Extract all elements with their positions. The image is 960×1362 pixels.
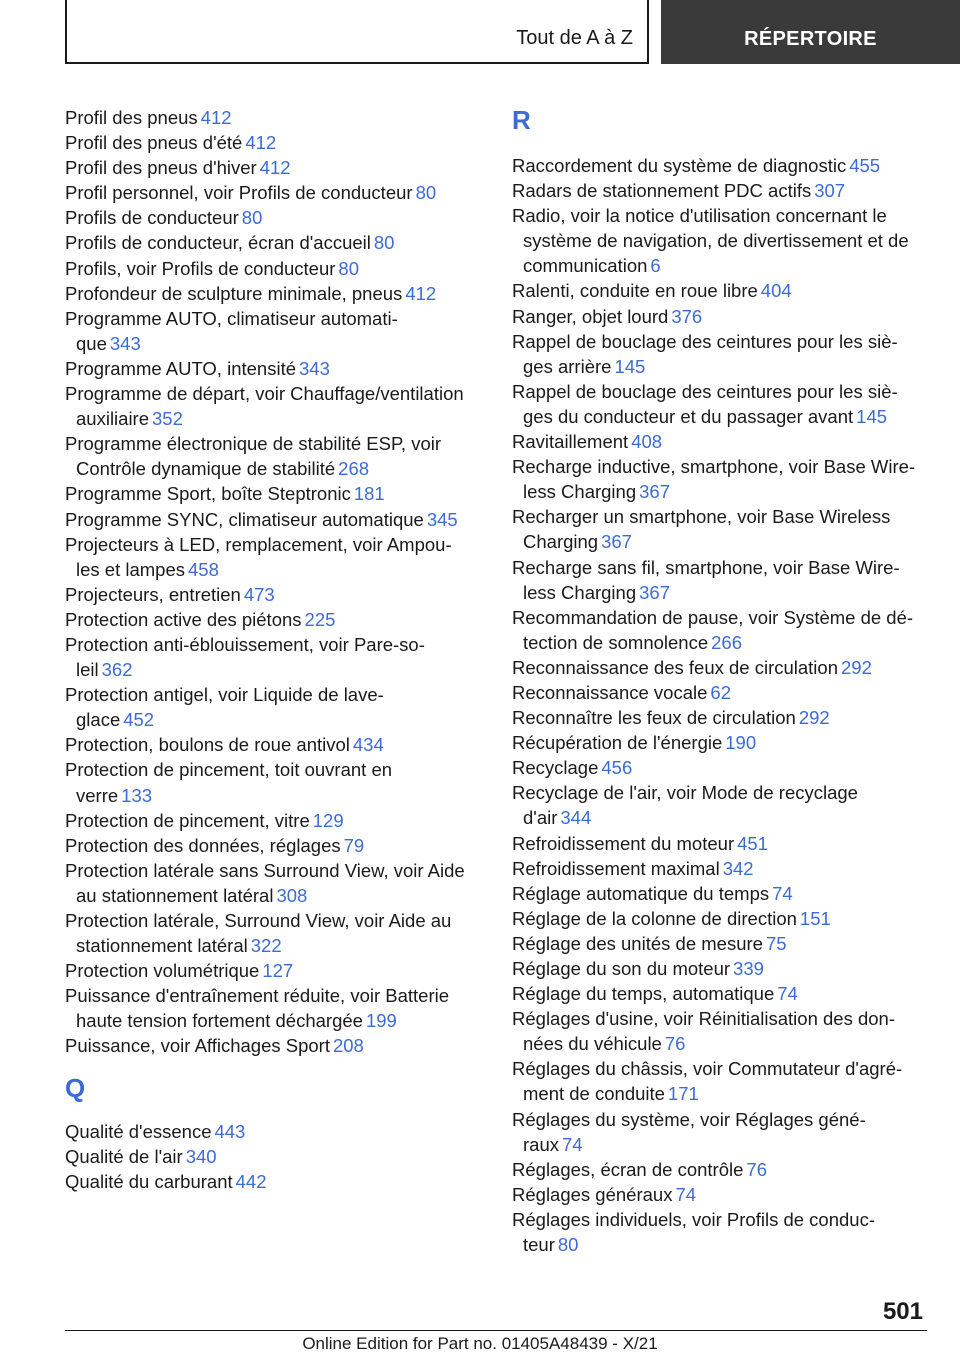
page-reference-link[interactable]: 292 <box>841 656 872 678</box>
page-reference-link[interactable]: 75 <box>765 932 787 954</box>
page-reference-link[interactable]: 199 <box>365 1010 397 1032</box>
index-entry-text: Profil personnel, voir Profils de conducteur <box>65 182 413 204</box>
page-reference-link[interactable]: 408 <box>631 431 663 453</box>
index-entry <box>65 230 485 255</box>
index-entry-text: Recyclage de l'air, voir Mode de recyclage d'air <box>512 782 858 829</box>
chapter-tab-label: RÉPERTOIRE <box>744 27 877 50</box>
index-entry-text: Programme Sport, boîte Steptronic <box>65 483 351 505</box>
index-entry-text: Reconnaissance des feux de circulation <box>512 656 838 678</box>
index-entry <box>512 906 932 931</box>
chapter-tab[interactable] <box>661 0 960 64</box>
page-reference-link[interactable]: 80 <box>415 182 437 204</box>
index-entry <box>512 178 932 203</box>
page-reference-link[interactable]: 80 <box>241 207 263 229</box>
page-reference-link[interactable]: 79 <box>343 834 365 856</box>
index-entry-text: Réglages du châssis, voir Commutateur d'agré‐ ment de conduite <box>512 1058 903 1105</box>
index-entry <box>65 1169 485 1194</box>
index-entry <box>65 757 485 807</box>
index-entry-text: Qualité d'essence <box>65 1120 212 1142</box>
index-entry-text: Ravitaillement <box>512 431 629 453</box>
index-entry <box>65 732 485 757</box>
section-letter-q: Q <box>65 1072 86 1103</box>
page-reference-link[interactable]: 225 <box>304 608 336 630</box>
page-reference-link[interactable]: 62 <box>710 681 731 703</box>
index-entry-text: Protection active des piétons <box>65 608 302 630</box>
index-entry-text: Reconnaître les feux de circulation <box>512 707 796 729</box>
index-entry <box>65 632 485 682</box>
page-reference-link[interactable]: 80 <box>373 232 395 254</box>
index-entry-text: Réglage du temps, automatique <box>512 983 775 1005</box>
index-entry-text: Protection antigel, voir Liquide de lave‐ glace <box>65 684 384 731</box>
index-entry-text: Profil des pneus <box>65 107 198 128</box>
index-entry <box>65 205 485 230</box>
index-entry <box>65 682 485 732</box>
index-entry-text: Puissance, voir Affichages Sport <box>65 1035 330 1057</box>
index-entry <box>65 431 485 481</box>
page-reference-link[interactable]: 292 <box>798 707 830 729</box>
page-reference-link[interactable]: 74 <box>772 882 793 904</box>
index-entries-r <box>512 153 932 1257</box>
index-entry-text: Profil des pneus d'été <box>65 132 243 154</box>
index-entry-text: Réglage des unités de mesure <box>512 932 763 954</box>
page-reference-link[interactable]: 266 <box>711 631 742 653</box>
index-entry <box>65 281 485 306</box>
index-entry <box>512 981 932 1006</box>
index-entry <box>65 507 485 532</box>
index-entry <box>65 155 485 180</box>
index-entry <box>512 1207 932 1257</box>
index-entry <box>65 607 485 632</box>
page-reference-link[interactable]: 322 <box>250 935 282 957</box>
page-reference-link[interactable]: 412 <box>405 282 437 304</box>
index-entry-text: Profils de conducteur, écran d'accueil <box>65 232 371 254</box>
index-entry-text: Réglages individuels, voir Profils de conduc‐ teur <box>512 1208 875 1256</box>
page-reference-link[interactable]: 345 <box>426 508 458 530</box>
index-entry <box>65 983 485 1033</box>
index-entry-text: Réglage du son du moteur <box>512 958 731 979</box>
page-reference-link[interactable]: 367 <box>601 531 632 553</box>
index-entry <box>512 504 932 554</box>
page-reference-link[interactable]: 452 <box>123 709 155 731</box>
index-entry <box>65 481 485 506</box>
index-entry <box>65 180 485 205</box>
page-reference-link[interactable]: 343 <box>299 357 330 379</box>
index-entry-text: Réglages généraux <box>512 1183 673 1205</box>
index-entry <box>512 881 932 906</box>
page-reference-link[interactable]: 434 <box>352 734 384 756</box>
index-entry-text: Reconnaissance vocale <box>512 681 708 703</box>
index-entry <box>65 1144 485 1169</box>
index-entry <box>512 856 932 881</box>
index-entry-text: Recyclage <box>512 757 599 779</box>
index-entry-text: Projecteurs à LED, remplacement, voir Ampou‐ les et lampes <box>65 533 452 580</box>
index-entry <box>65 532 485 582</box>
index-entry-text: Recommandation de pause, voir Système de dé‐ tection de somnolence <box>512 606 914 653</box>
index-entry-text: Protection latérale, Surround View, voir Aide au stationnement latéral <box>65 910 452 957</box>
index-entry-text: Protection anti-éblouissement, voir Pare-so‐ leil <box>65 633 425 681</box>
index-entry <box>65 105 485 130</box>
page-reference-link[interactable]: 340 <box>185 1145 217 1167</box>
index-entry <box>65 306 485 356</box>
index-entry-text: Programme de départ, voir Chauffage/ventilation auxiliaire <box>65 383 464 430</box>
index-entry <box>512 153 932 178</box>
page-reference-link[interactable]: 74 <box>777 983 798 1005</box>
index-entry <box>512 379 932 429</box>
page-reference-link[interactable]: 443 <box>214 1120 246 1142</box>
page-reference-link[interactable]: 344 <box>560 807 592 829</box>
index-entry <box>65 582 485 607</box>
index-entry-text: Profil des pneus d'hiver <box>65 157 257 179</box>
index-entry <box>65 130 485 155</box>
page-reference-link[interactable]: 343 <box>109 332 141 354</box>
index-entry-text: Qualité de l'air <box>65 1145 183 1167</box>
index-entry-text: Profondeur de sculpture minimale, pneus <box>65 282 403 304</box>
page-reference-link[interactable]: 307 <box>814 180 846 202</box>
index-entry-text: Raccordement du système de diagnostic <box>512 155 847 176</box>
index-entry <box>512 1182 932 1207</box>
index-entry <box>512 755 932 780</box>
page-reference-link[interactable]: 6 <box>650 255 661 277</box>
page-reference-link[interactable]: 268 <box>338 458 370 480</box>
index-entry-text: Rappel de bouclage des ceintures pour les siè‐ ges arrière <box>512 330 898 377</box>
index-entry <box>65 958 485 983</box>
page-reference-link[interactable]: 404 <box>760 280 792 302</box>
index-entry <box>65 908 485 958</box>
index-entry <box>512 429 932 454</box>
index-entry-text: Qualité du carburant <box>65 1170 233 1192</box>
page-reference-link[interactable]: 181 <box>353 483 385 505</box>
index-entry-text: Radio, voir la notice d'utilisation concernant le système de navigation, de divertissement et de communication <box>512 205 909 277</box>
index-entry-text: Recharge inductive, smartphone, voir Base Wire‐ less Charging <box>512 456 916 503</box>
page-reference-link[interactable]: 80 <box>557 1234 579 1256</box>
page-reference-link[interactable]: 208 <box>332 1035 364 1057</box>
index-entry <box>65 1033 485 1058</box>
index-entry-text: Recharger un smartphone, voir Base Wireless Charging <box>512 506 891 553</box>
index-entry-text: Protection de pincement, toit ouvrant en verre <box>65 759 393 806</box>
page-reference-link[interactable]: 74 <box>675 1183 697 1205</box>
page-reference-link[interactable]: 451 <box>737 832 768 854</box>
page-reference-link[interactable]: 442 <box>235 1170 267 1192</box>
page-reference-link[interactable]: 376 <box>671 305 703 327</box>
page-reference-link[interactable]: 127 <box>262 960 294 982</box>
index-entry-text: Réglage automatique du temps <box>512 882 770 904</box>
page-reference-link[interactable]: 456 <box>601 757 633 779</box>
index-entry <box>65 356 485 381</box>
index-entry <box>512 956 932 981</box>
page-reference-link[interactable]: 129 <box>312 809 344 831</box>
index-entry-text: Réglage de la colonne de direction <box>512 907 797 929</box>
index-entries-p <box>65 105 485 1059</box>
index-column-left <box>65 105 485 1194</box>
page-reference-link[interactable]: 171 <box>667 1083 699 1105</box>
footer-edition: Online Edition for Part no. 01405A48439 - X/21 <box>302 1334 658 1353</box>
page-reference-link[interactable]: 412 <box>259 157 291 179</box>
index-entry-text: Recharge sans fil, smartphone, voir Base Wire‐ less Charging <box>512 556 900 603</box>
index-entry <box>65 1119 485 1144</box>
index-entry <box>512 555 932 605</box>
index-entry <box>512 605 932 655</box>
page-reference-link[interactable]: 367 <box>639 581 670 603</box>
index-entry-text: Profils, voir Profils de conducteur <box>65 257 336 279</box>
index-entry-text: Programme AUTO, climatiseur automati‐ que <box>65 307 398 354</box>
section-tab-label: Tout de A à Z <box>516 26 633 49</box>
index-entry <box>512 1006 932 1056</box>
page-reference-link[interactable]: 458 <box>188 558 219 580</box>
index-entry <box>512 931 932 956</box>
index-entry-text: Ranger, objet lourd <box>512 305 669 327</box>
index-entry-text: Protection des données, réglages <box>65 834 341 856</box>
index-column-right <box>512 105 932 1257</box>
page-reference-link[interactable]: 308 <box>276 884 308 906</box>
index-entry <box>65 256 485 281</box>
page-reference-link[interactable]: 412 <box>200 107 232 128</box>
page-reference-link[interactable]: 473 <box>243 583 275 605</box>
index-entry <box>512 1056 932 1106</box>
page-reference-link[interactable]: 352 <box>152 408 183 430</box>
index-entry-text: Protection latérale sans Surround View, voir Aide au stationnement latéral <box>65 859 465 906</box>
index-entry <box>65 833 485 858</box>
index-entry <box>512 705 932 730</box>
section-letter-r: R <box>512 105 531 135</box>
page-reference-link[interactable]: 342 <box>722 857 754 879</box>
index-entry-text: Réglages, écran de contrôle <box>512 1158 744 1180</box>
page-reference-link[interactable]: 145 <box>614 355 646 377</box>
index-entry-text: Rappel de bouclage des ceintures pour les siè‐ ges du conducteur et du passager avant <box>512 380 898 427</box>
index-entry-text: Ralenti, conduite en roue libre <box>512 280 758 302</box>
page-reference-link[interactable]: 412 <box>245 132 277 154</box>
index-entry <box>512 680 932 705</box>
page-reference-link[interactable]: 339 <box>733 958 764 979</box>
page-reference-link[interactable]: 455 <box>849 155 881 176</box>
page-reference-link[interactable]: 151 <box>799 907 831 929</box>
index-entry <box>65 808 485 833</box>
index-entry <box>512 304 932 329</box>
index-entry <box>512 1157 932 1182</box>
index-entry <box>512 831 932 856</box>
index-entry <box>512 655 932 680</box>
page-reference-link[interactable]: 74 <box>562 1133 583 1155</box>
index-entry <box>512 730 932 755</box>
page-reference-link[interactable]: 145 <box>856 405 888 427</box>
index-entry-text: Refroidissement maximal <box>512 857 720 879</box>
index-entry-text: Puissance d'entraînement réduite, voir Batterie haute tension fortement déchargée <box>65 985 450 1032</box>
index-entry-text: Protection, boulons de roue antivol <box>65 734 350 756</box>
index-entry <box>512 780 932 830</box>
index-entry-text: Programme SYNC, climatiseur automatique <box>65 508 424 530</box>
page-reference-link[interactable]: 80 <box>338 257 359 279</box>
index-entry <box>512 329 932 379</box>
page-reference-link[interactable]: 76 <box>664 1033 686 1055</box>
index-entries-q <box>65 1119 485 1194</box>
section-tab[interactable] <box>65 0 649 64</box>
page-reference-link[interactable]: 76 <box>746 1158 767 1180</box>
page-number: 501 <box>882 1298 923 1325</box>
index-entry-text: Protection volumétrique <box>65 960 260 982</box>
index-entry <box>65 381 485 431</box>
footer-divider <box>65 1330 927 1331</box>
index-entry-text: Refroidissement du moteur <box>512 832 735 854</box>
page-reference-link[interactable]: 367 <box>639 481 670 503</box>
index-entry <box>512 203 932 278</box>
index-entry-text: Réglages du système, voir Réglages géné‐ raux <box>512 1108 866 1155</box>
index-entry-text: Projecteurs, entretien <box>65 583 241 605</box>
index-entry-text: Profils de conducteur <box>65 207 239 229</box>
index-entry <box>65 858 485 908</box>
index-entry-text: Réglages d'usine, voir Réinitialisation des don‐ nées du véhicule <box>512 1008 895 1055</box>
page-reference-link[interactable]: 190 <box>725 732 757 754</box>
index-entry-text: Radars de stationnement PDC actifs <box>512 180 812 202</box>
index-entry-text: Protection de pincement, vitre <box>65 809 310 831</box>
index-entry <box>512 454 932 504</box>
index-entry-text: Récupération de l'énergie <box>512 732 723 754</box>
index-entry-text: Programme électronique de stabilité ESP, voir Contrôle dynamique de stabilité <box>65 433 442 480</box>
page-reference-link[interactable]: 133 <box>121 784 153 806</box>
page-reference-link[interactable]: 362 <box>101 659 133 681</box>
index-entry <box>512 1107 932 1157</box>
index-entry-text: Programme AUTO, intensité <box>65 357 296 379</box>
index-entry <box>512 278 932 303</box>
